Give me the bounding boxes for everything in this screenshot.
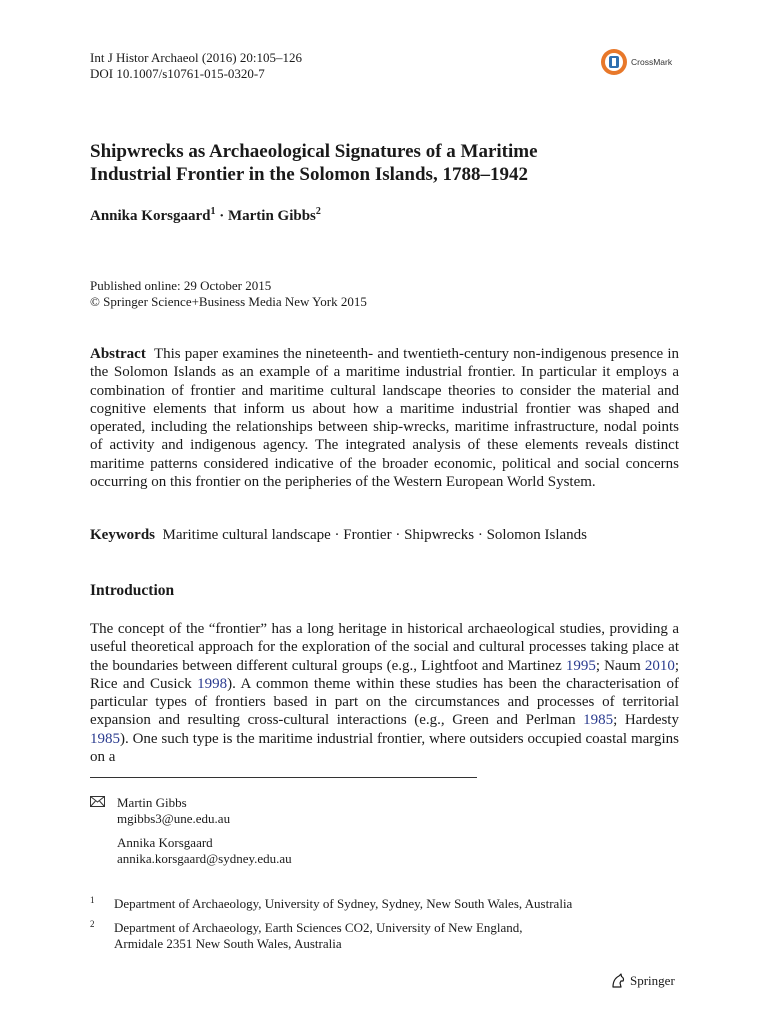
abstract [90, 345, 679, 491]
copyright-text: Springer Science+Business Media New York 2015 [103, 294, 367, 309]
publisher-name: Springer [630, 973, 675, 988]
keywords-text: Maritime cultural landscape · Frontier · Shipwrecks · Solomon Islands [162, 527, 587, 543]
springer-horse-icon [610, 973, 626, 989]
citation-link[interactable]: 1998 [197, 675, 228, 692]
affiliation-number: 1 [90, 895, 95, 905]
author-name[interactable]: Annika Korsgaard [90, 208, 211, 224]
affiliation-text: Armidale 2351 New South Wales, Australia [114, 936, 342, 951]
publication-info [90, 278, 367, 310]
affiliation-text: Department of Archaeology, Earth Sciences CO2, University of New England, [114, 920, 523, 935]
keywords [90, 527, 587, 544]
citation-link[interactable]: 1985 [90, 730, 120, 747]
title-line-1: Shipwrecks as Archaeological Signatures of a Maritime [90, 141, 538, 162]
keywords-label: Keywords [90, 527, 155, 543]
section-heading-introduction: Introduction [90, 582, 175, 599]
contact-name: Martin Gibbs [117, 795, 187, 810]
citation-link[interactable]: 1995 [565, 657, 596, 674]
affiliation-2 [90, 920, 523, 952]
intro-text: ; Naum [595, 657, 645, 674]
springer-logo [610, 973, 675, 989]
intro-text: ). One such type is the maritime industrial frontier, where outsiders occupied coastal margins on a [90, 730, 679, 766]
footnote-divider [90, 777, 477, 778]
author-separator: · [215, 208, 228, 224]
doi[interactable]: DOI 10.1007/s10761-015-0320-7 [90, 66, 265, 81]
copyright-symbol: © [90, 294, 100, 309]
envelope-icon [90, 796, 105, 807]
affiliation-text: Department of Archaeology, University of Sydney, Sydney, New South Wales, Australia [114, 896, 573, 911]
introduction-paragraph [90, 620, 679, 766]
author-name[interactable]: Martin Gibbs [227, 208, 316, 224]
contact-email[interactable]: annika.korsgaard@sydney.edu.au [117, 851, 292, 866]
affiliation-number: 2 [90, 919, 95, 929]
abstract-text: This paper examines the nineteenth- and twentieth-century non-indigenous presence in the Solomon Islands as an example of a maritime industrial frontier. In particular it employs a combination of frontier and maritime cultural landscape theories to consider the material and cognitive elements that inform us about how a maritime industrial frontier was shaped and operated, including the relationships between ship-wrecks, maritime infrastructure, nodal points of activity and indigenous agency. The integrated analysis of these elements reveals distinct maritime patterns considered indicative of the broader economic, political and social concerns occurring on this frontier on the peripheries of the Western European World System. [90, 346, 680, 491]
crossmark-badge[interactable] [600, 48, 672, 76]
affiliation-marker[interactable]: 2 [315, 206, 321, 217]
author-list [90, 206, 321, 225]
affiliation-marker[interactable]: 1 [210, 206, 216, 217]
citation-link[interactable]: 2010 [644, 657, 675, 674]
intro-text: ). A common theme within these studies has been the characterisation of particular types of frontiers based in part on the circumstances and processes of territorial expansion and resulting cross-cultural interactions (e.g., Green and Perlman [90, 675, 679, 729]
affiliation-1 [90, 896, 572, 912]
abstract-label: Abstract [90, 346, 146, 362]
journal-citation: Int J Histor Archaeol (2016) 20:105–126 [90, 50, 302, 65]
intro-text: ; Hardesty [613, 712, 679, 729]
contact-name: Annika Korsgaard [117, 835, 213, 850]
correspondence-block [90, 795, 292, 867]
intro-text: ; Rice and Cusick [90, 657, 679, 692]
crossmark-label: CrossMark [631, 57, 673, 67]
copyright-line [90, 294, 367, 310]
published-date: Published online: 29 October 2015 [90, 278, 272, 293]
contact-email[interactable]: mgibbs3@une.edu.au [117, 811, 231, 826]
paper-title [90, 140, 690, 186]
title-line-2: Industrial Frontier in the Solomon Islands, 1788–1942 [90, 164, 528, 185]
intro-text: The concept of the “frontier” has a long heritage in historical archaeological studies, providing a useful theoretical approach for the exploration of the social and cultural processes taking place at the boundaries between different cultural groups (e.g., Lightfoot and Martinez [90, 621, 679, 674]
crossmark-icon [600, 48, 628, 76]
citation-link[interactable]: 1985 [583, 712, 614, 729]
